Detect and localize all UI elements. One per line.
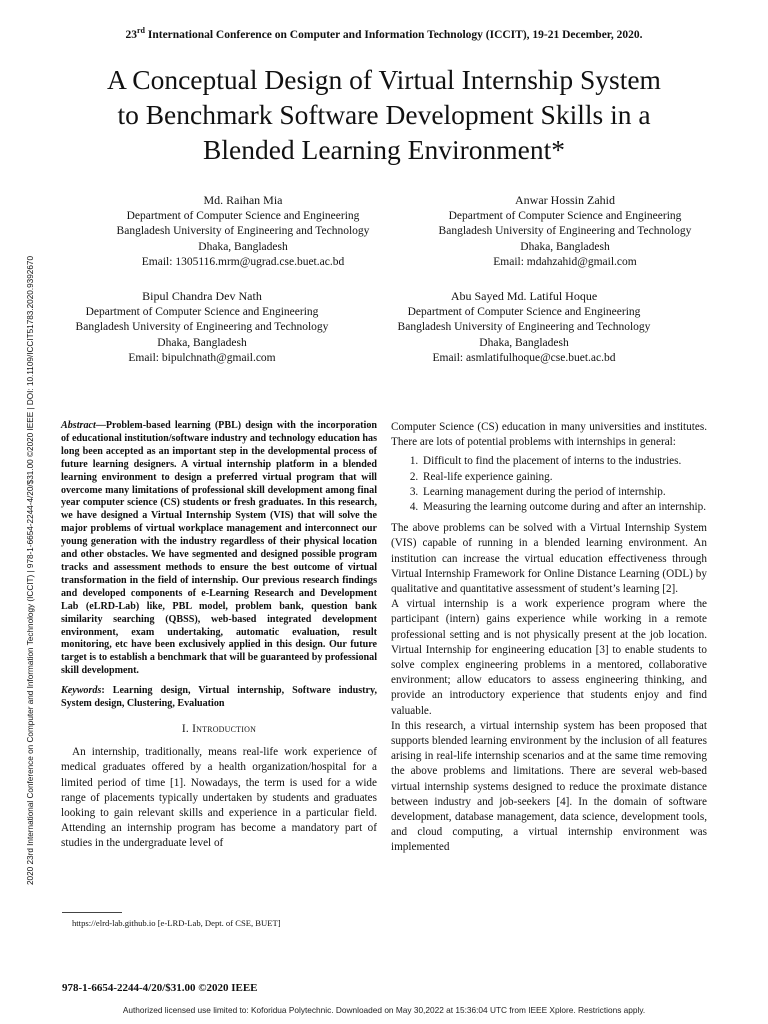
title-line-2: to Benchmark Software Development Skills in a bbox=[117, 99, 651, 130]
author-email: Email: 1305116.mrm@ugrad.cse.buet.ac.bd bbox=[141, 256, 345, 268]
author-university: Bangladesh University of Engineering and Technology bbox=[438, 225, 692, 237]
author-name: Abu Sayed Md. Latiful Hoque bbox=[450, 289, 598, 303]
section-title: Introduction bbox=[192, 722, 257, 735]
section-heading-introduction bbox=[61, 722, 377, 737]
author-department: Department of Computer Science and Engineering bbox=[407, 305, 641, 318]
abstract bbox=[61, 420, 377, 678]
author-email: Email: bipulchnath@gmail.com bbox=[128, 352, 276, 364]
keywords bbox=[61, 685, 377, 711]
author-block bbox=[78, 193, 408, 271]
abstract-body: —Problem-based learning (PBL) design with the incorporation of educational institution/software industry and technology education has long been accepted as an important step in the developmental process of future learning designers. A virtual internship platform in a blended learning environment to design a preferred virtual program that will overcome many limitations of professional skill development among final year computer science (CS) students or fresh graduates. In this research, we have designed a Virtual Internship System (VIS) that will solve the major problems of virtual workplace management and interconnect our young generation with the industry regardless of their physical location and other obstacles. We have segmented and designed possible program tracks and assessment methods to ensure the best outcome of virtual transformation in the field of internship. Our previous research findings and developed components of e-Learning Research and Development Lab (eLRD-Lab) like, PBL model, problem bank, question bank similarity searching (QBSS), web-based integrated development environment, exam undertaking, automatic evaluation, result monitoring, etc have been exclusively applied in this design. Our future target is to establish a benchmark that will be guaranteed by professional skill development. bbox=[61, 420, 377, 677]
author-name: Anwar Hossin Zahid bbox=[515, 193, 615, 207]
intro-paragraph: An internship, traditionally, means real-life work experience of medical graduates offered by a health organization/hospital for a limited period of time [1]. Nowadays, the term is used for a wide range of placements typically undertaken by students and graduates looking to gain relevant skills and experience in a particular field. Attending an internship program has become a mandatory part of studies in the undergraduate level of bbox=[61, 746, 377, 850]
abstract-label: Abstract bbox=[61, 420, 96, 431]
title-line-3: Blended Learning Environment* bbox=[203, 134, 565, 165]
paper-title bbox=[50, 62, 718, 167]
author-university: Bangladesh University of Engineering and Technology bbox=[397, 321, 651, 333]
keywords-label: Keywords bbox=[61, 685, 102, 697]
author-city: Dhaka, Bangladesh bbox=[520, 240, 610, 253]
conference-name: International Conference on Computer and Information Technology (ICCIT), 19-21 December, 2020. bbox=[145, 28, 643, 41]
author-department: Department of Computer Science and Engineering bbox=[448, 209, 682, 222]
doi-sidebar-text: 2020 23rd International Conference on Computer and Information Technology (ICCIT) | 978-1-6654-2244-4/20/$31.00 ©2020 IEEE | DOI: 10.1109/ICCIT51783.2020.9392670 bbox=[26, 256, 35, 885]
author-email: Email: mdahzahid@gmail.com bbox=[493, 256, 637, 268]
left-column bbox=[61, 420, 377, 852]
author-city: Dhaka, Bangladesh bbox=[157, 336, 247, 349]
author-block bbox=[400, 193, 730, 271]
section-number: I. bbox=[181, 722, 193, 735]
doi-sidebar bbox=[26, 145, 40, 885]
keywords-body: : Learning design, Virtual internship, Software industry, System design, Clustering, Evaluation bbox=[61, 685, 377, 710]
conference-ordinal: 23 bbox=[125, 28, 137, 41]
author-university: Bangladesh University of Engineering and Technology bbox=[75, 321, 329, 333]
author-department: Department of Computer Science and Engineering bbox=[126, 209, 360, 222]
license-notice: Authorized licensed use limited to: Koforidua Polytechnic. Downloaded on May 30,2022 at 15:36:04 UTC from IEEE Xplore. Restrictions apply. bbox=[122, 1005, 646, 1015]
footnote-rule bbox=[62, 912, 122, 913]
author-city: Dhaka, Bangladesh bbox=[198, 240, 288, 253]
list-item: 1. Difficult to find the placement of interns to the industries. bbox=[421, 454, 707, 469]
footnote: https://elrd-lab.github.io [e-LRD-Lab, Dept. of CSE, BUET] bbox=[72, 918, 281, 928]
author-block bbox=[359, 289, 689, 367]
author-department: Department of Computer Science and Engineering bbox=[85, 305, 319, 318]
author-name: Md. Raihan Mia bbox=[203, 193, 283, 207]
right-column bbox=[391, 420, 707, 856]
author-block bbox=[37, 289, 367, 367]
author-university: Bangladesh University of Engineering and Technology bbox=[116, 225, 370, 237]
paragraph-virtual-internship: A virtual internship is a work experience program where the participant (intern) gains experience while working in a remote professional setting and is not physically present at the job location. Virtual Internship for engineering education [3] to enable students to solve complex engineering problems in a mentored, collaborative environment; allow educators to assess engineering thinking, and provide an introductory experience that students enjoy and find valuable. bbox=[391, 598, 707, 717]
title-line-1: A Conceptual Design of Virtual Internship System bbox=[107, 64, 661, 95]
author-name: Bipul Chandra Dev Nath bbox=[142, 289, 262, 303]
problem-list bbox=[391, 454, 707, 515]
conference-header bbox=[0, 26, 768, 41]
list-item: 3. Learning management during the period of internship. bbox=[421, 485, 707, 500]
list-item: 4. Measuring the learning outcome during and after an internship. bbox=[421, 500, 707, 515]
conference-ordinal-suffix: rd bbox=[137, 26, 145, 35]
list-item: 2. Real-life experience gaining. bbox=[421, 470, 707, 485]
paragraph-vis-solution: The above problems can be solved with a Virtual Internship System (VIS) capable of running in a blended learning environment. An institution can increase the virtual education effectiveness through Virtual Internship Framework for Online Distance Learning (ODL) by qualitative and quantitative assessment of student’s learning [2]. bbox=[391, 522, 707, 596]
paragraph-research: In this research, a virtual internship system has been proposed that supports blended learning environment by the inclusion of all features arising in real-life internship scenarios and at the same time removing the above problems and limitations. There are several web-based virtual internship systems designed to reduce the proximate distance between industry and job-seekers [4]. In the domain of software development, database management, data science, development tools, and cloud computing, a virtual internship environment was implemented bbox=[391, 719, 707, 854]
author-email: Email: asmlatifulhoque@cse.buet.ac.bd bbox=[432, 352, 616, 364]
intro-paragraph-continued: Computer Science (CS) education in many universities and institutes. There are lots of potential problems with internships in general: bbox=[391, 421, 707, 449]
copyright-line: 978-1-6654-2244-4/20/$31.00 ©2020 IEEE bbox=[62, 982, 258, 994]
author-city: Dhaka, Bangladesh bbox=[479, 336, 569, 349]
